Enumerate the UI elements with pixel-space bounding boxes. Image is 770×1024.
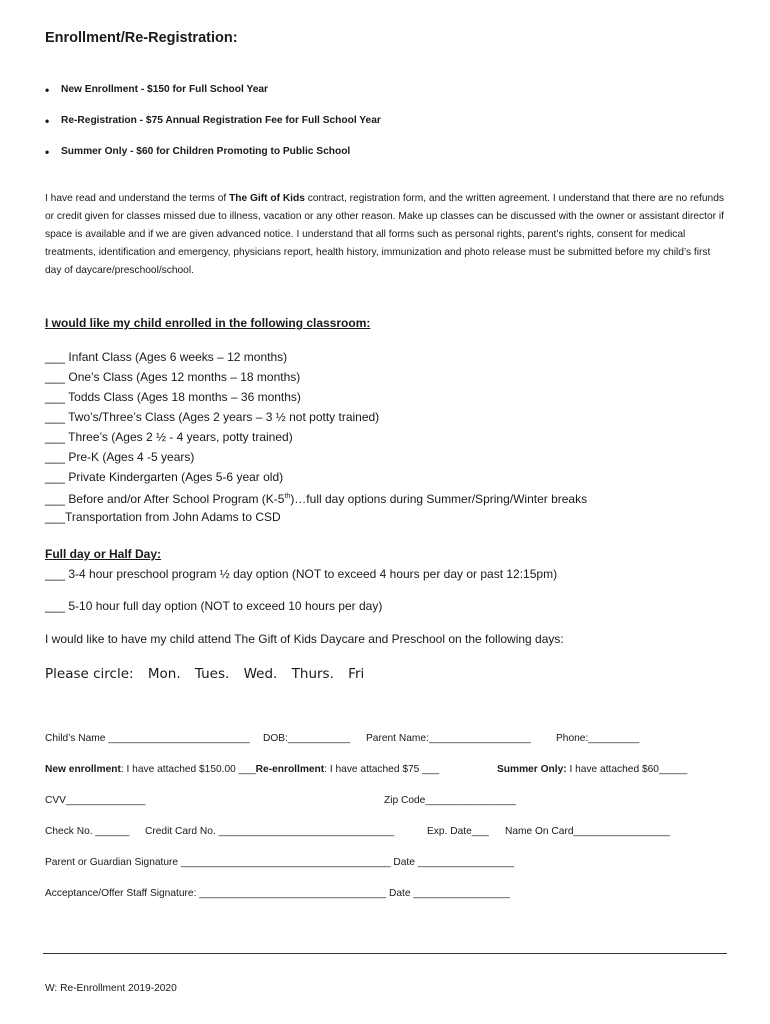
classroom-heading: I would like my child enrolled in the following classroom:	[45, 316, 371, 330]
half-day-option[interactable]: ___ 3-4 hour preschool program ½ day option (NOT to exceed 4 hours per day or past 12:15pm)	[45, 567, 558, 581]
footer-text: W: Re-Enrollment 2019-2020	[45, 983, 177, 994]
agreement-paragraph	[45, 190, 725, 280]
parent-signature-field[interactable]: Parent or Guardian Signature _____________________________________ Date _________________	[45, 857, 515, 868]
exp-date-field[interactable]: Exp. Date___	[427, 826, 489, 837]
day-friday[interactable]: Fri	[348, 666, 365, 682]
before-after-suffix: )…full day options during Summer/Spring/Winter breaks	[290, 492, 588, 506]
re-enrollment-field[interactable]: : I have attached $75 ___	[324, 764, 440, 775]
days-circle-label: Please circle:	[45, 666, 134, 682]
fee-item-re-registration: • Re-Registration - $75 Annual Registration Fee for Full School Year	[45, 113, 381, 144]
attendance-text: I would like to have my child attend The Gift of Kids Daycare and Preschool on the following days:	[45, 632, 564, 646]
cvv-field[interactable]: CVV______________	[45, 795, 146, 806]
fee-item-new-enrollment: • New Enrollment - $150 for Full School Year	[45, 82, 381, 113]
classroom-option-before-after-school[interactable]	[45, 489, 587, 509]
before-after-superscript: th	[284, 493, 291, 500]
classroom-option-twos-threes[interactable]: ___ Two’s/Three’s Class (Ages 2 years – 3 ½ not potty trained)	[45, 410, 380, 424]
zip-code-field[interactable]: Zip Code________________	[384, 795, 516, 806]
agreement-text-start: I have read and understand the terms of	[45, 193, 230, 204]
dob-field[interactable]: DOB:___________	[263, 733, 351, 744]
fee-item-summer-only: • Summer Only - $60 for Children Promoting to Public School	[45, 144, 381, 175]
before-after-prefix: ___ Before and/or After School Program (K-5	[45, 492, 285, 506]
summer-only-label: Summer Only:	[497, 764, 567, 775]
summer-only-field[interactable]: I have attached $60_____	[566, 764, 688, 775]
full-day-option[interactable]: ___ 5-10 hour full day option (NOT to exceed 10 hours per day)	[45, 599, 383, 613]
day-tuesday[interactable]: Tues.	[194, 666, 230, 682]
classroom-options	[45, 349, 587, 529]
classroom-option-pre-k[interactable]: ___ Pre-K (Ages 4 -5 years)	[45, 450, 195, 464]
name-on-card-field[interactable]: Name On Card_________________	[505, 826, 670, 837]
classroom-option-kindergarten[interactable]: ___ Private Kindergarten (Ages 5-6 year old)	[45, 470, 284, 484]
staff-signature-field[interactable]: Acceptance/Offer Staff Signature: _________________________________ Date _________________	[45, 888, 510, 899]
footer-divider	[43, 953, 727, 954]
classroom-option-threes[interactable]: ___ Three’s (Ages 2 ½ - 4 years, potty trained)	[45, 430, 293, 444]
fee-list	[45, 82, 381, 175]
new-enrollment-field[interactable]: : I have attached $150.00 ___	[120, 764, 256, 775]
check-number-field[interactable]: Check No. ______	[45, 826, 130, 837]
summer-only-line	[497, 764, 687, 775]
day-wednesday[interactable]: Wed.	[243, 666, 278, 682]
agreement-text-rest: contract, registration form, and the written agreement. I understand that there are no refunds or credit given for classes missed due to illness, vacation or any other reason. Make up classes can be discussed with the owner or assistant director if space is available and if we are given advanced notice. I understand that all forms such as personal rights, parent’s rights, consent for medical treatments, identification and emergency, physicians report, health history, immunization and photo release must be submitted before my child’s first day of daycare/preschool/school.	[45, 193, 724, 276]
day-length-heading: Full day or Half Day:	[45, 547, 162, 561]
day-thursday[interactable]: Thurs.	[291, 666, 334, 682]
page-title: Enrollment/Re-Registration:	[45, 30, 238, 46]
new-enrollment-label: New enrollment	[45, 764, 121, 775]
child-name-field[interactable]: Child’s Name _________________________	[45, 733, 250, 744]
phone-field[interactable]: Phone:_________	[556, 733, 640, 744]
classroom-option-transportation[interactable]: ___Transportation from John Adams to CSD	[45, 510, 281, 524]
re-enrollment-label: Re-enrollment	[255, 764, 325, 775]
day-monday[interactable]: Mon.	[147, 666, 181, 682]
company-name: The Gift of Kids	[229, 193, 305, 204]
parent-name-field[interactable]: Parent Name:__________________	[366, 733, 531, 744]
classroom-option-ones[interactable]: ___ One’s Class (Ages 12 months – 18 months)	[45, 370, 301, 384]
credit-card-field[interactable]: Credit Card No. _______________________________	[145, 826, 395, 837]
enrollment-payment-line	[45, 764, 439, 775]
days-circle-row	[45, 666, 364, 682]
classroom-option-infant[interactable]: ___ Infant Class (Ages 6 weeks – 12 months)	[45, 350, 288, 364]
classroom-option-todds[interactable]: ___ Todds Class (Ages 18 months – 36 months)	[45, 390, 301, 404]
